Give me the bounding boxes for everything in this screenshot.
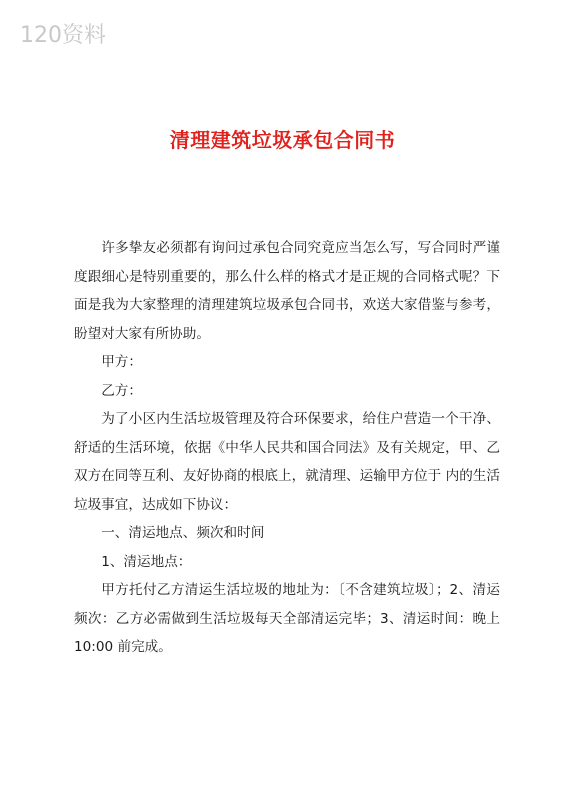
purpose-paragraph: 为了小区内生活垃圾管理及符合环保要求，给住户营造一个干净、舒适的生活环境，依据《中华人民共和国合同法》及有关规定，甲、乙双方在同等互利、友好协商的根底上，就清理、运输甲方位于 内的生活垃圾事宜，达成如下协议： [74, 411, 500, 513]
party-b-line: 乙方： [101, 382, 142, 399]
details-paragraph: 甲方托付乙方清运生活垃圾的地址为：〔不含建筑垃圾〕；2、清运频次：乙方必需做到生活垃圾每天全部清运完毕；3、清运时间：晚上10:00 前完成。 [74, 582, 500, 655]
document-title: 清理建筑垃圾承包合同书 [169, 128, 396, 152]
subsection-heading: 1、清运地点： [101, 553, 192, 570]
watermark-logo: 120资料 [20, 23, 106, 48]
section-heading: 一、清运地点、频次和时间 [101, 525, 265, 541]
party-a-line: 甲方： [101, 354, 142, 370]
intro-paragraph: 许多挚友必须都有询问过承包合同究竟应当怎么写，写合同时严谨度跟细心是特别重要的，那么什么样的格式才是正规的合同格式呢？下面是我为大家整理的清理建筑垃圾承包合同书，欢送大家借鉴与参考，盼望对大家有所协助。 [74, 240, 500, 342]
document-body [74, 234, 500, 662]
